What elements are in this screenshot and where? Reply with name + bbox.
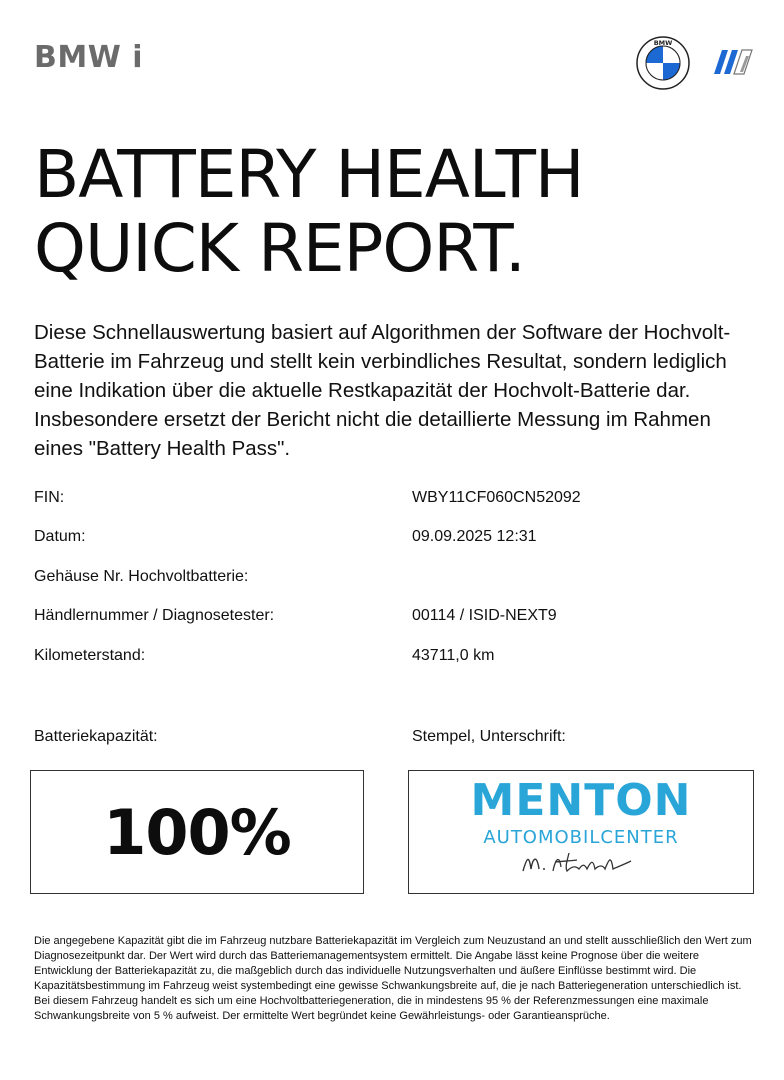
field-value-fin: WBY11CF060CN52092	[412, 489, 581, 506]
stamp-company-subtitle: AUTOMOBILCENTER	[483, 827, 679, 848]
stamp-company-name: MENTON	[470, 775, 692, 826]
field-value-dealer: 00114 / ISID-NEXT9	[412, 607, 557, 624]
stamp-label: Stempel, Unterschrift:	[412, 728, 566, 745]
stamp-box	[408, 770, 754, 894]
title-line-1: BATTERY HEALTH	[34, 136, 584, 213]
capacity-value: 100%	[103, 796, 291, 869]
bmw-i-logo-icon	[704, 48, 754, 76]
bmw-roundel-icon	[636, 36, 690, 90]
footnote-disclaimer: Die angegebene Kapazität gibt die im Fahrzeug nutzbare Batteriekapazität im Vergleich zum Neuzustand an und stellt ausschließlich den Wert zum Diagnosezeitpunkt dar. Der Wert wird durch das Batteriemanagementsystem ermittelt. Die Angabe lässt keine Prognose über die weitere Entwicklung der Batteriekapazität zu, die maßgeblich durch das individuelle Nutzungsverhalten und äußere Einflüsse bestimmt wird. Die Kapazitätsbestimmung im Fahrzeug weist systembedingt eine gewisse Schwankungsbreite auf, die je nach Batteriegeneration unterschiedlich ist. Bei diesem Fahrzeug handelt es sich um eine Hochvoltbatteriegeneration, die in mindestens 95 % der Referenzmessungen eine maximale Schwankungsbreite von 5 % aufweist. Der ermittelte Wert begründet keine Gewährleistungs- oder Garantieansprüche.	[34, 935, 752, 1022]
field-value-mileage: 43711,0 km	[412, 647, 495, 664]
field-label-date: Datum:	[34, 528, 86, 545]
field-label-dealer: Händlernummer / Diagnosetester:	[34, 607, 275, 624]
intro-paragraph: Diese Schnellauswertung basiert auf Algorithmen der Software der Hochvolt-Batterie im Fahrzeug und stellt kein verbindliches Resultat, sondern lediglich eine Indikation über die aktuelle Restkapazität der Hochvolt-Batterie dar. Insbesondere ersetzt der Bericht nicht die detaillierte Messung im Rahmen eines "Battery Health Pass".	[34, 321, 731, 460]
field-label-battery-housing: Gehäuse Nr. Hochvoltbatterie:	[34, 568, 249, 585]
field-label-mileage: Kilometerstand:	[34, 647, 146, 664]
field-label-fin: FIN:	[34, 489, 65, 506]
field-value-date: 09.09.2025 12:31	[412, 528, 537, 545]
title-line-2: QUICK REPORT.	[34, 210, 525, 287]
roundel-letters: BMW	[653, 38, 673, 47]
capacity-box	[30, 770, 364, 894]
capacity-label: Batteriekapazität:	[34, 728, 158, 745]
signature-image	[519, 847, 639, 877]
brand-logo-text: BMW i	[34, 40, 144, 75]
report-title	[34, 138, 584, 286]
